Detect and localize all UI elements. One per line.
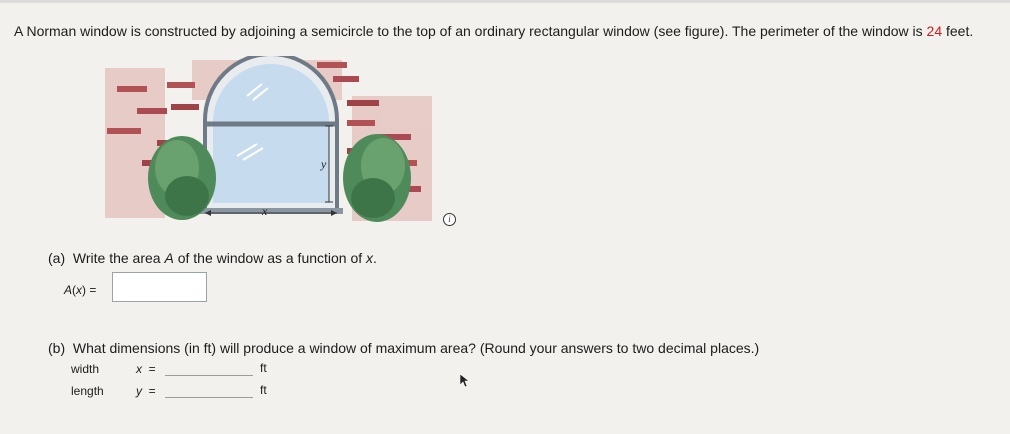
width-equation: x = <box>136 362 156 376</box>
width-label: width <box>71 362 100 376</box>
area-answer-input[interactable] <box>112 272 207 302</box>
length-unit: ft <box>260 383 267 397</box>
problem-statement: A Norman window is constructed by adjoining a semicircle to the top of an ordinary rectangular window (see figure). The perimeter of the window is 24 feet. <box>14 23 974 39</box>
info-icon[interactable]: i <box>443 213 456 226</box>
length-answer-input[interactable] <box>165 397 253 398</box>
part-b-prompt: (b) What dimensions (in ft) will produce a window of maximum area? (Round your answers to two decimal places.) <box>48 340 760 356</box>
width-unit: ft <box>260 361 267 375</box>
part-a-prompt: (a) Write the area A of the window as a function of x. <box>48 250 377 266</box>
width-answer-input[interactable] <box>165 375 253 376</box>
norman-window-figure <box>97 56 442 226</box>
label-x: x <box>262 204 268 218</box>
mouse-cursor-icon <box>460 374 470 388</box>
area-function-label: A(x) = <box>64 283 97 297</box>
shrub-left <box>148 136 216 220</box>
top-divider <box>0 0 1010 3</box>
perimeter-value: 24 <box>926 23 943 39</box>
length-label: length <box>71 384 104 398</box>
length-equation: y = <box>136 384 156 398</box>
window <box>199 56 343 214</box>
label-y: y <box>321 157 327 171</box>
shrub-right <box>343 134 411 222</box>
